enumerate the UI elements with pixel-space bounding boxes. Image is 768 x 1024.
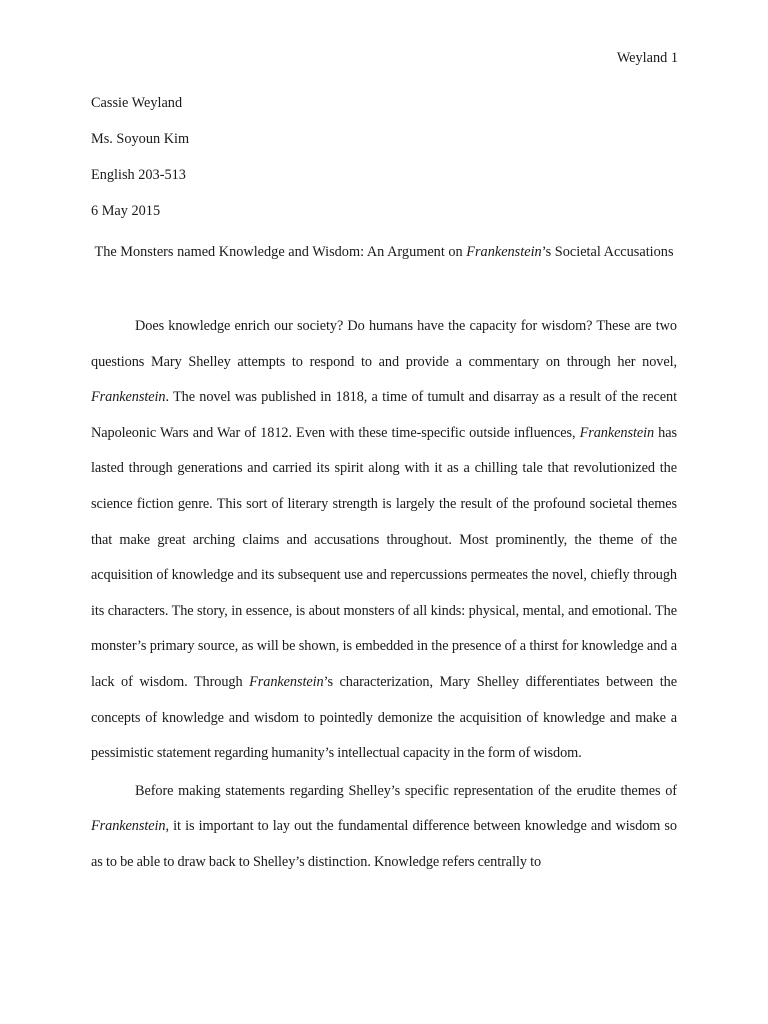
course-name: English 203-513 <box>91 167 186 183</box>
title-part-2: ’s Societal Accusations <box>541 244 674 260</box>
author-name: Cassie Weyland <box>91 95 183 111</box>
text-run: . The novel was published in 1818, a time of tumult and disarray as a result of the recent Napoleonic Wars and War of 1812. Even with these time-specific outside influences, <box>91 389 677 441</box>
mla-heading <box>91 91 681 235</box>
italic-work-title: Frankenstein <box>579 424 655 441</box>
paragraph-2 <box>91 774 677 881</box>
italic-work-title: Frankenstein <box>91 818 166 835</box>
running-head: Weyland 1 <box>616 50 678 66</box>
paragraph-1 <box>91 309 677 772</box>
essay-title <box>91 234 677 270</box>
text-run: has lasted through generations and carried its spirit along with it as a chilling tale that revolutionized the science fiction genre. This sort of literary strength is largely the result of the profound societal themes that make great arching claims and accusations throughout. Most prominently, the theme of the acquisition of knowledge and its subsequent use and repercussions permeates the novel, chiefly through its characters. The story, in essence, is about monsters of all kinds: physical, mental, and emotional. The monster’s primary source, as will be shown, is embedded in the presence of a thirst for knowledge and a lack of wisdom. Through <box>91 424 678 690</box>
italic-work-title: Frankenstein <box>249 673 324 690</box>
title-part-1: The Monsters named Knowledge and Wisdom: An Argument on <box>94 244 467 260</box>
italic-work-title: Frankenstein <box>91 389 166 406</box>
text-run: Before making statements regarding Shelley’s specific representation of the erudite themes of <box>135 782 677 799</box>
text-run: , it is important to lay out the fundamental difference between knowledge and wisdom so as to be able to draw back to Shelley’s distinction. Knowledge refers centrally to <box>91 818 677 870</box>
text-run: ’s characterization, Mary Shelley differentiates between the concepts of knowledge and wisdom to pointedly demonize the acquisition of knowledge and make a pessimistic statement regarding humanity’s intellectual capacity in the form of wisdom. <box>91 673 677 762</box>
title-italic-work: Frankenstein <box>466 244 542 260</box>
essay-body <box>91 309 677 883</box>
instructor-name: Ms. Soyoun Kim <box>91 131 190 147</box>
essay-date: 6 May 2015 <box>91 203 161 219</box>
text-run: Does knowledge enrich our society? Do humans have the capacity for wisdom? These are two questions Mary Shelley attempts to respond to and provide a commentary on through her novel, <box>91 318 677 370</box>
